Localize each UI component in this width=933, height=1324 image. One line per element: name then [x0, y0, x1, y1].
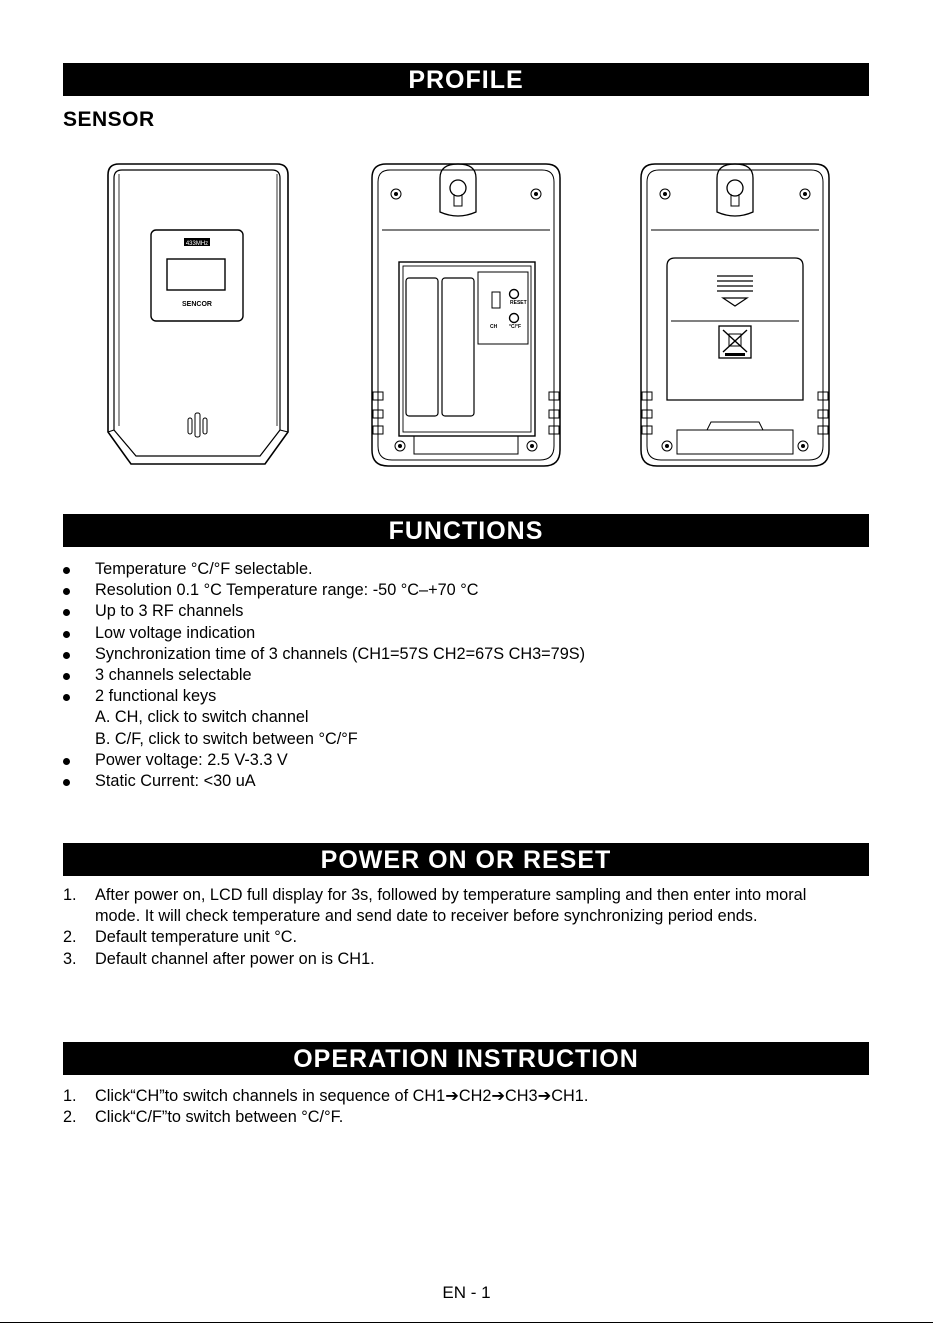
- list-item: Power voltage: 2.5 V-3.3 V: [63, 750, 863, 771]
- list-item: Resolution 0.1 °C Temperature range: -50 °C–+70 °C: [63, 580, 863, 601]
- section-header-operation: OPERATION INSTRUCTION: [63, 1042, 869, 1075]
- list-item: Synchronization time of 3 channels (CH1=57S CH2=67S CH3=79S): [63, 644, 863, 665]
- key-b-item: B. C/F, click to switch between °C/°F: [95, 729, 358, 748]
- list-item: 2. Click“C/F”to switch between °C/°F.: [63, 1108, 344, 1127]
- bullet-icon: [63, 609, 70, 616]
- bullet-icon: [63, 567, 70, 574]
- bullet-icon: [63, 673, 70, 680]
- list-item: Up to 3 RF channels: [63, 601, 863, 622]
- bullet-icon: [63, 694, 70, 701]
- bullet-icon: [63, 631, 70, 638]
- functions-list: [63, 559, 863, 792]
- sensor-front-illustration: [100, 160, 296, 470]
- bullet-icon: [63, 652, 70, 659]
- list-item: Temperature °C/°F selectable.: [63, 559, 863, 580]
- list-item: 2 functional keys A. CH, click to switch channel B. C/F, click to switch between °C/°F: [63, 686, 863, 750]
- bullet-icon: [63, 588, 70, 595]
- sensor-back-open-illustration: [368, 160, 564, 470]
- section-header-functions: FUNCTIONS: [63, 514, 869, 547]
- bottom-rule: [0, 1322, 933, 1323]
- sensor-heading: SENSOR: [63, 108, 155, 131]
- list-item: 3. Default channel after power on is CH1.: [63, 949, 375, 968]
- cf-label: °C/°F: [509, 324, 522, 330]
- list-item: 1. After power on, LCD full display for 3s, followed by temperature sampling and then enter into moral mode. It will check temperature and send date to receiver before synchronizing period ends.: [63, 886, 807, 926]
- list-item: Static Current: <30 uA: [63, 771, 863, 792]
- reset-label: RESET: [510, 300, 527, 306]
- operation-list: [63, 1086, 863, 1128]
- list-item: Low voltage indication: [63, 623, 863, 644]
- freq-label: 433MHz: [185, 241, 209, 247]
- list-item: 1. Click“CH”to switch channels in sequence of CH1➔CH2➔CH3➔CH1.: [63, 1087, 589, 1105]
- page-number: EN - 1: [442, 1283, 491, 1302]
- bullet-icon: [63, 758, 70, 765]
- brand-label: SENCOR: [182, 301, 212, 308]
- list-item: 3 channels selectable: [63, 665, 863, 686]
- key-a-item: A. CH, click to switch channel: [95, 708, 309, 727]
- list-item: 2. Default temperature unit °C.: [63, 928, 297, 947]
- section-header-power: POWER ON OR RESET: [63, 843, 869, 876]
- power-list: [63, 885, 853, 970]
- section-header-profile: PROFILE: [63, 63, 869, 96]
- sensor-back-closed-illustration: [637, 160, 833, 470]
- ch-label: CH: [490, 324, 498, 330]
- bullet-icon: [63, 779, 70, 786]
